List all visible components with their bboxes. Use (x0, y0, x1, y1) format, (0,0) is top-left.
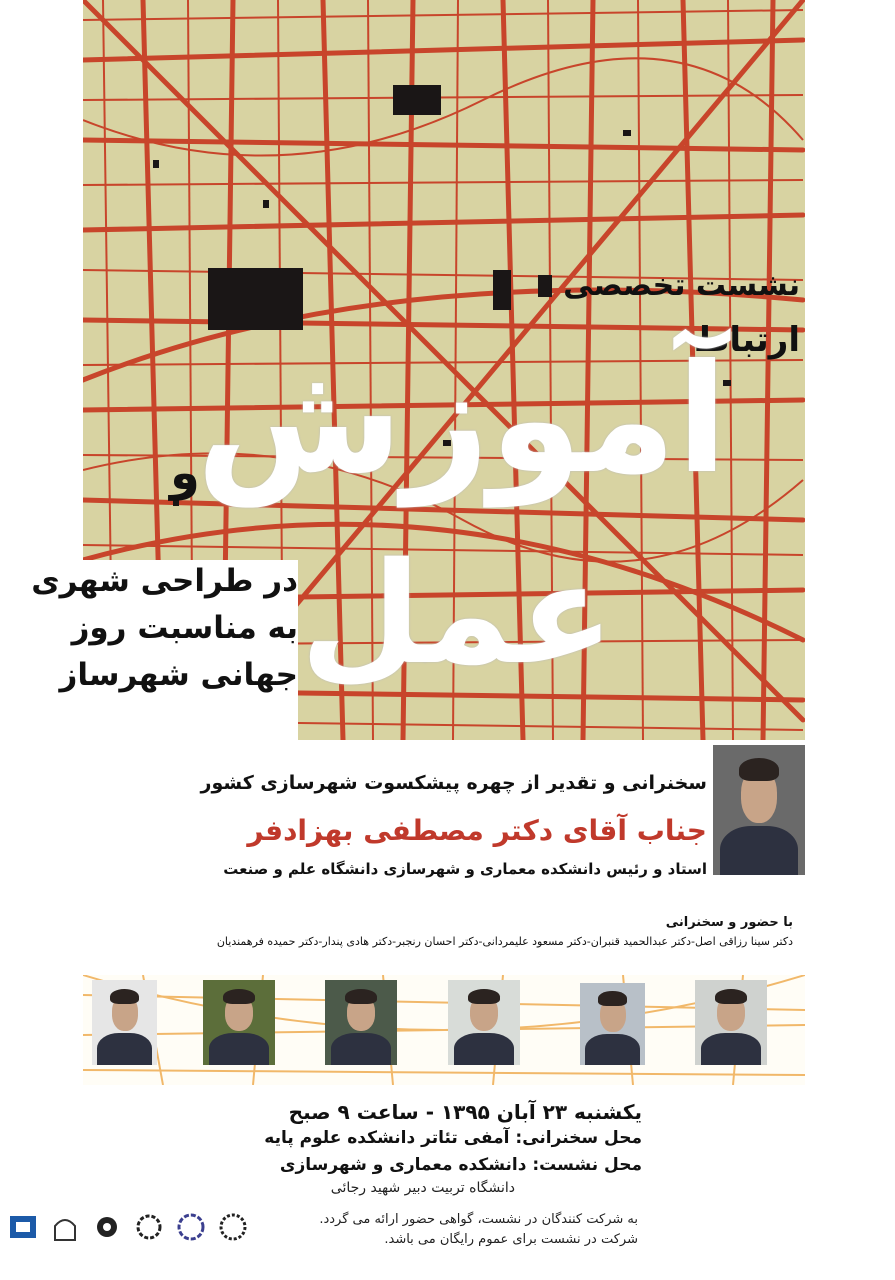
flower-logo-icon (134, 1212, 164, 1242)
speaker-photo-2 (203, 980, 275, 1065)
event-talk-venue: محل سخنرانی: آمفی تئاتر دانشکده علوم پایه (264, 1128, 642, 1148)
title-small: نشست تخصصی (563, 268, 800, 303)
speaker-photo-1 (92, 980, 157, 1065)
subtitle-line-2: به مناسبت روز (71, 610, 298, 646)
honoree-photo (713, 745, 805, 875)
sponsor-logos (8, 1212, 248, 1242)
note-certificate: به شرکت کنندگان در نشست، گواهی حضور ارائه می گردد. (319, 1212, 638, 1227)
speaker-photo-4 (448, 980, 520, 1065)
subtitle-line-1: در طراحی شهری (31, 563, 298, 599)
speakers-list: دکتر سینا رزاقی اصل-دکتر عبدالحمید قنبران-دکتر مسعود علیمردانی-دکتر احسان رنجبر-دکتر هادی پندار-دکتر حمیده فرهمندیان (216, 935, 793, 948)
note-free-entry: شرکت در نشست برای عموم رایگان می باشد. (384, 1232, 638, 1247)
speakers-heading: با حضور و سخنرانی (665, 915, 793, 930)
speaker-photo-6 (695, 980, 767, 1065)
mosque-logo-icon (50, 1212, 80, 1242)
honoree-role: استاد و رئیس دانشکده معماری و شهرسازی دانشگاه علم و صنعت (223, 860, 707, 878)
azad-university-logo-icon (8, 1212, 38, 1242)
event-meeting-venue: محل نشست: دانشکده معماری و شهرسازی (279, 1155, 642, 1175)
honoree-intro: سخنرانی و تقدیر از چهره پیشکسوت شهرسازی کشور (200, 772, 707, 794)
event-university: دانشگاه تربیت دبیر شهید رجائی (330, 1180, 515, 1196)
rajaee-university-logo-icon (218, 1212, 248, 1242)
honoree-name: جناب آقای دکتر مصطفی بهزادفر (247, 814, 707, 847)
subtitle-line-3: جهانی شهرساز (59, 657, 298, 693)
conjunction: و (170, 445, 200, 501)
big-word-practice: عمل (300, 533, 615, 696)
event-datetime: یکشنبه ۲۳ آبان ۱۳۹۵ - ساعت ۹ صبح (288, 1100, 642, 1124)
big-word-education: آموزش (196, 333, 728, 507)
star-logo-icon (176, 1212, 206, 1242)
gear-logo-icon (92, 1212, 122, 1242)
speaker-photo-3 (325, 980, 397, 1065)
title-relation: ارتباط (694, 320, 800, 360)
speaker-photo-5 (580, 983, 645, 1065)
